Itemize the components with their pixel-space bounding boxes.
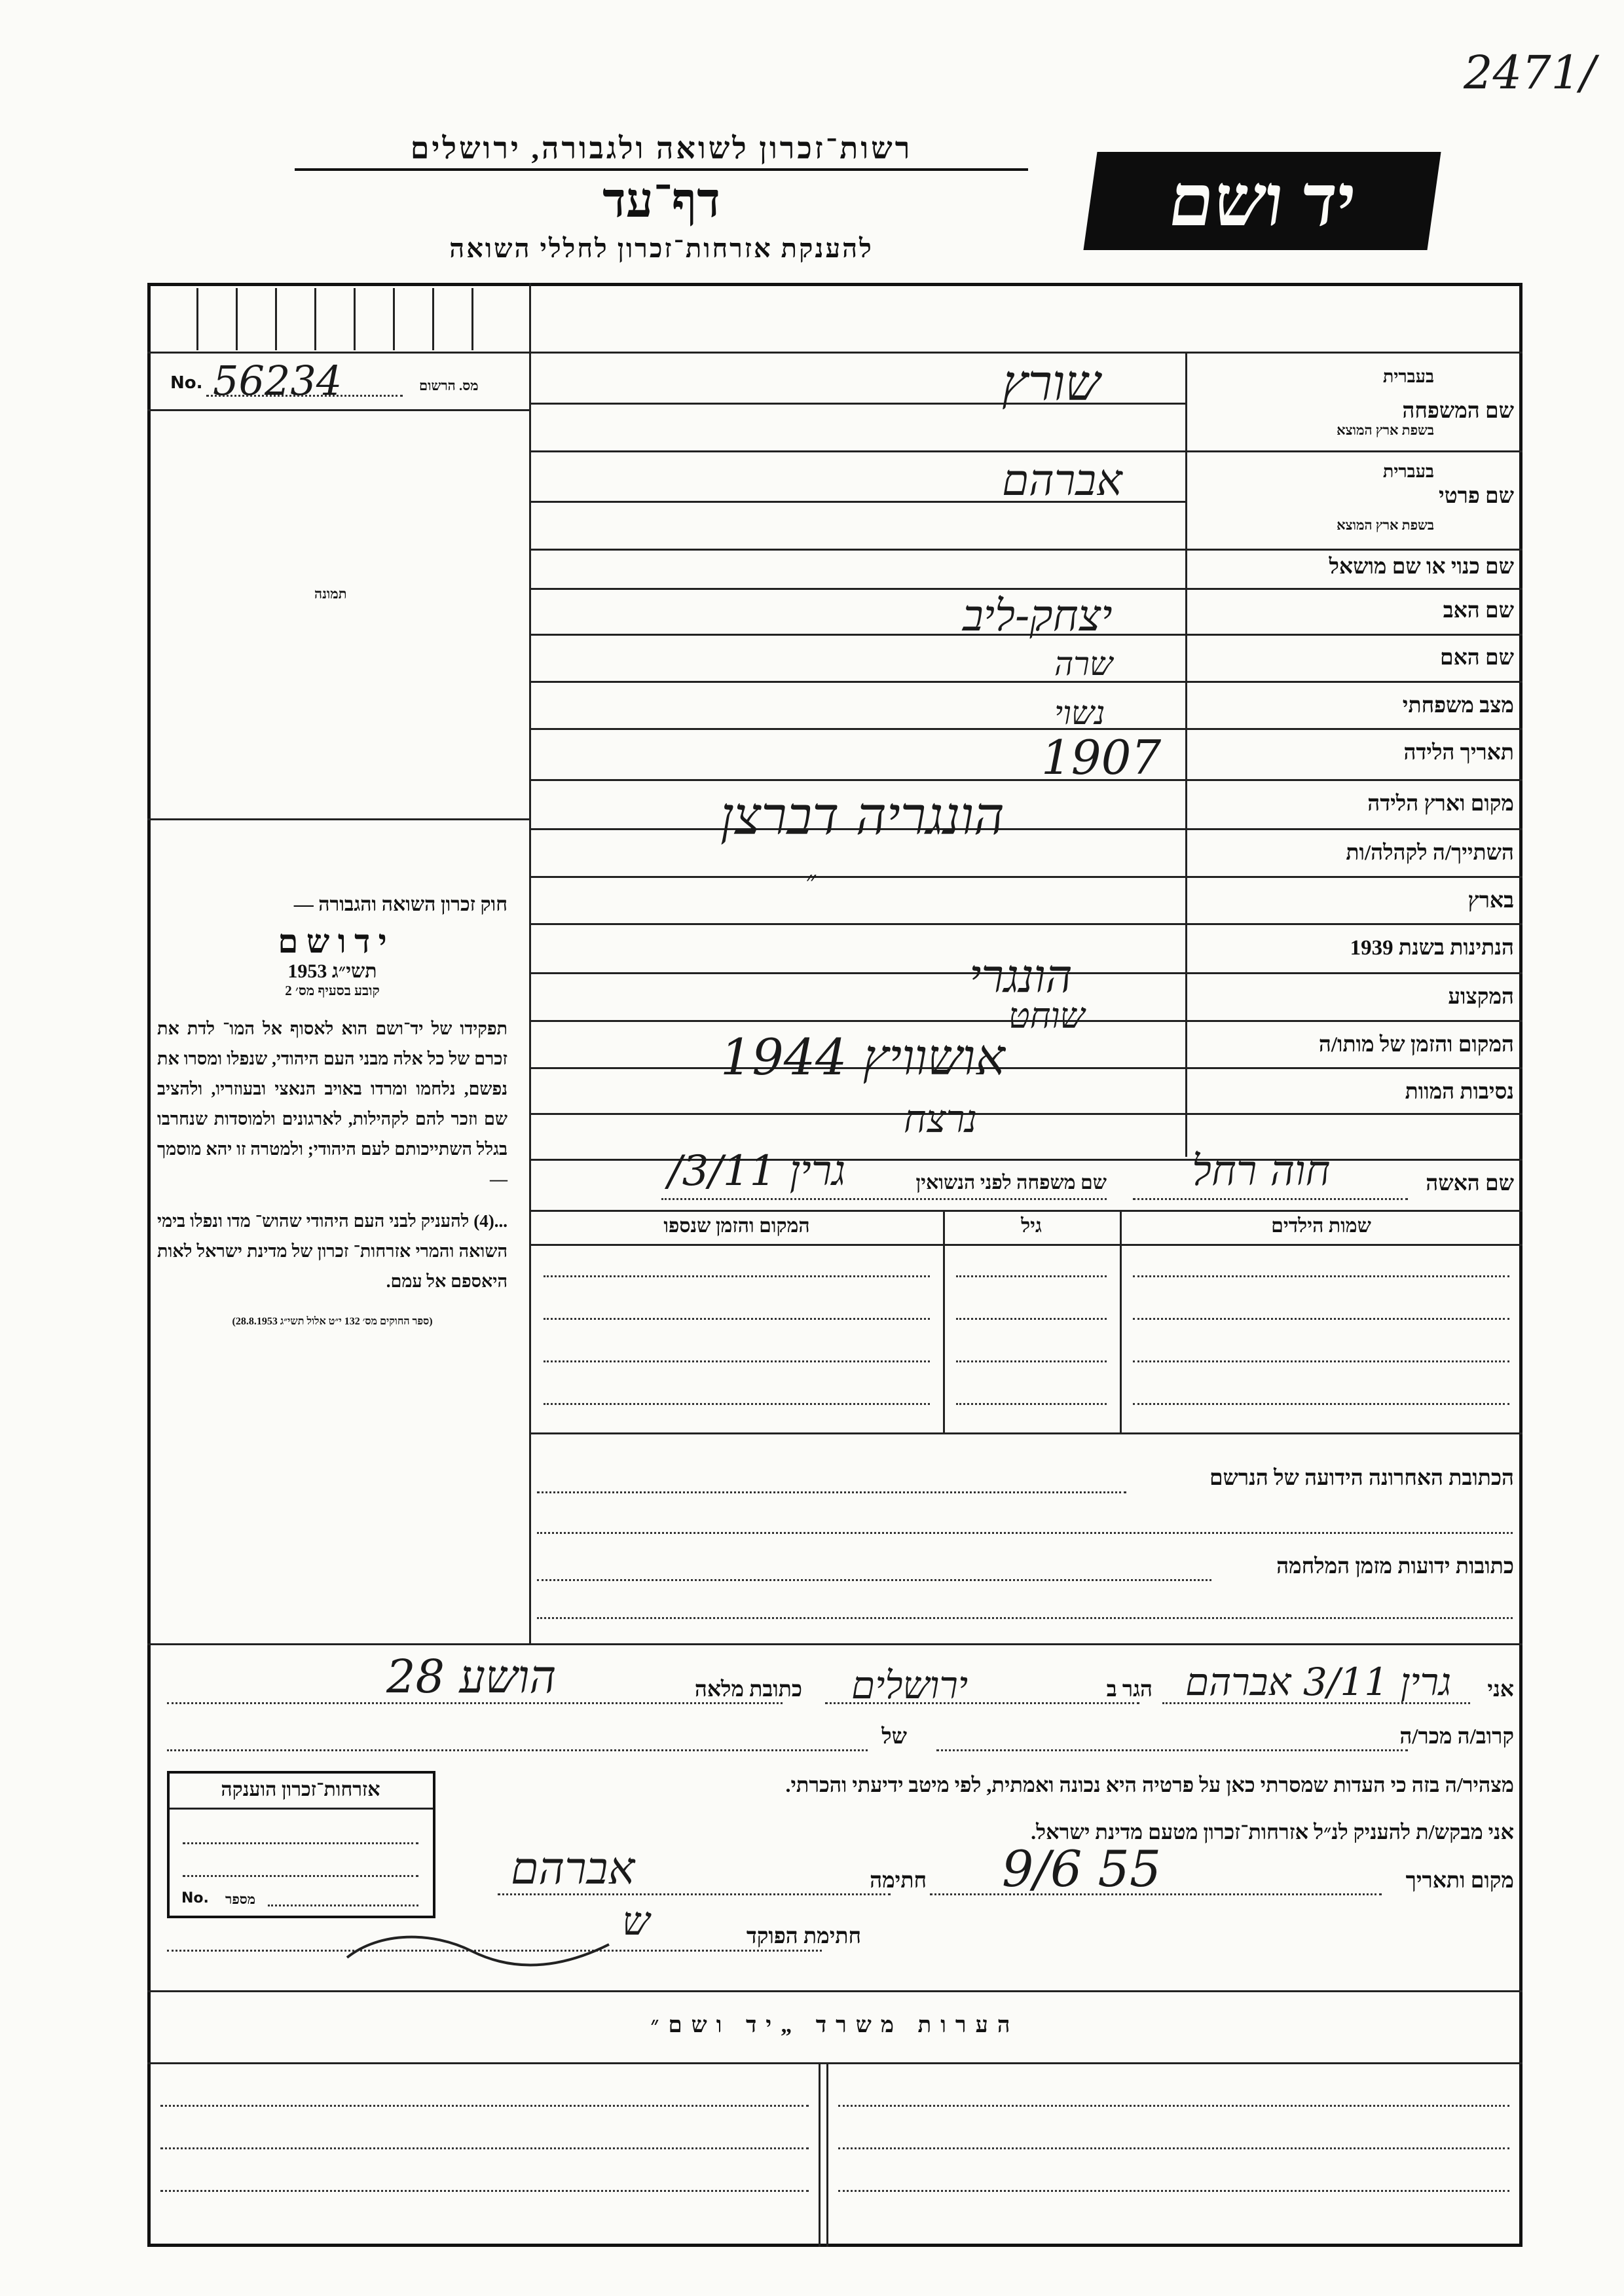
death-label: המקום והזמן של מותו/ה xyxy=(1318,1033,1514,1057)
law-text-1: תפקידו של יד־ושם הוא לאסוף אל המו־ לדת את זכרם של כל אלה מבני העם היהודי, שנפלו ומסרו את נפשם, נלחמו ומרדו באויב הנאצי ובעוזריו, ולהציב שם וזכר להם לקהילות, לארגונים ולמוסדות שנחרבו בגלל השתייכותם לעם היהודי; ולמטרה זו יהא מוסמך— xyxy=(157,1019,507,1189)
citizenship-box-no: No. xyxy=(181,1890,209,1906)
cause-value: נרצח xyxy=(904,1097,978,1141)
code-boxes xyxy=(157,288,524,350)
law-box xyxy=(157,894,507,1328)
form-subtitle: להענקת אזרחות־זכרון לחללי השואה xyxy=(449,234,874,263)
officer-signature: ש xyxy=(622,1899,650,1944)
marital-label: מצב משפחתי xyxy=(1402,694,1514,718)
country-label: בארץ xyxy=(1467,889,1514,913)
law-year: תשי״ג 1953 xyxy=(287,960,377,982)
citizenship-label: הנתינות בשנת 1939 xyxy=(1350,936,1514,960)
cause-label: נסיבות המוות xyxy=(1405,1080,1514,1104)
resides-value: ירושלים xyxy=(851,1663,969,1707)
firstname-label: שם פרטי xyxy=(1439,484,1514,508)
authority-title: רשות־זכרון לשואה ולגבורה, ירושלים xyxy=(295,131,1028,171)
corner-number: 2471/ xyxy=(1464,46,1596,100)
officer-signature-scribble xyxy=(341,1925,616,1977)
law-name: י ד ו ש ם xyxy=(278,923,387,960)
relative-label: קרוב/ה מכר/ה xyxy=(1399,1725,1514,1749)
scribble-stroke xyxy=(347,1937,609,1965)
surname-hebrew-label: בעברית xyxy=(1382,367,1434,386)
birthplace-value: הונגריה דברצן xyxy=(720,786,1005,847)
wartime-address-label: כתובות ידועות מזמן המלחמה xyxy=(1276,1555,1514,1578)
law-clause: קובע בסעיף מס׳ 2 xyxy=(285,983,380,998)
full-address-value: הושע 28 xyxy=(386,1650,557,1704)
remarks-title: הערות משרד „יד ושם״ xyxy=(650,2013,1020,2037)
profession-value: שוחט xyxy=(1008,995,1085,1036)
community-label: השתייך/ה לקהלה/ות xyxy=(1346,841,1514,865)
nickname-label: שם כנוי או שם מושאל xyxy=(1329,555,1514,579)
surname-value: שורץ xyxy=(1002,354,1101,412)
statement-1: מצהיר/ה בזה כי העדות שמסרתי כאן על פרטיה היא נכונה ואמתית, לפי מיטב ידיעתי והכרתי. xyxy=(785,1773,1514,1796)
wife-value: חוה רחל xyxy=(1192,1147,1331,1195)
signature-value: אברהם xyxy=(511,1843,635,1895)
law-source: (ספר החוקים מס׳ 132 י״ט אלול תשי״ג 28.8.1953) xyxy=(232,1316,433,1327)
firstname-origin-label: בשפת ארץ המוצא xyxy=(1337,517,1434,533)
children-col-place: המקום והזמן שנספו xyxy=(663,1215,810,1237)
firstname-hebrew-label: בעברית xyxy=(1382,462,1434,481)
citizenship-box xyxy=(167,1771,435,1918)
declarant-name: גרין 3/11 אברהם xyxy=(1185,1660,1452,1704)
father-label: שם האב xyxy=(1443,599,1514,623)
children-col-age: גיל xyxy=(1021,1215,1042,1237)
photo-label: תמונה xyxy=(314,586,347,602)
mother-label: שם האם xyxy=(1440,646,1514,670)
resides-label: הגר ב xyxy=(1106,1678,1153,1702)
form-title: דף־עד xyxy=(602,174,720,228)
children-table xyxy=(530,1210,1522,1434)
citizenship-box-title: אזרחות־זכרון הוענקה xyxy=(221,1779,380,1800)
community-value: ״ xyxy=(805,864,816,896)
of-label: של xyxy=(881,1725,907,1749)
birthdate-value: 1907 xyxy=(1041,730,1162,785)
birthdate-label: תאריך הלידה xyxy=(1403,741,1514,765)
surname-label: שם המשפחה xyxy=(1402,399,1514,423)
firstname-value: אברהם xyxy=(1002,455,1122,505)
mother-value: שרה xyxy=(1054,645,1113,683)
place-date-value: 9/6 55 xyxy=(1002,1840,1162,1898)
death-value: אושוויץ 1944 xyxy=(720,1028,1005,1086)
law-text-2: ...(4) להעניק לבני העם היהודי שהוש־ מדו ונפלו בימי השואה והמרי אזרחות־ זכרון של מדינת ישראל לאות היאספם אל עמם. xyxy=(157,1211,507,1291)
surname-origin-label: בשפת ארץ המוצא xyxy=(1337,422,1434,438)
law-title: חוק זכרון השואה והגבורה — xyxy=(293,894,507,915)
citizenship-box-number-label: מספר xyxy=(225,1891,256,1907)
statement-2: אני מבקש/ת להעניק לנ״ל אזרחות־זכרון מטעם מדינת ישראל. xyxy=(1031,1820,1514,1844)
yad-vashem-logo: יד ושם xyxy=(1083,152,1441,250)
profession-label: המקצוע xyxy=(1448,985,1514,1009)
full-address-label: כתובת מלאה xyxy=(694,1678,802,1702)
place-date-label: מקום ותאריך xyxy=(1405,1869,1514,1893)
marital-value: נשוי xyxy=(1054,694,1105,732)
birthplace-label: מקום וארץ הלידה xyxy=(1367,792,1514,816)
children-col-names: שמות הילדים xyxy=(1271,1215,1371,1237)
declarant-i-label: אני xyxy=(1487,1678,1514,1702)
last-address-label: הכתובת האחרונה הידועה של הנרשם xyxy=(1209,1467,1514,1490)
citizenship-value: הונגרי xyxy=(969,949,1073,1003)
officer-signature-label: חתימת הפוקד xyxy=(746,1925,861,1948)
wife-label: שם האשה xyxy=(1426,1172,1514,1195)
registration-no: No. 56234 מס. הרשום xyxy=(170,357,479,405)
maiden-label: שם משפחה לפני הנשואין xyxy=(915,1172,1107,1194)
signature-label: חתימה xyxy=(870,1869,927,1893)
father-value: יצחק-ליב xyxy=(963,591,1113,641)
maiden-value: גרין 3/11/ xyxy=(668,1147,846,1195)
